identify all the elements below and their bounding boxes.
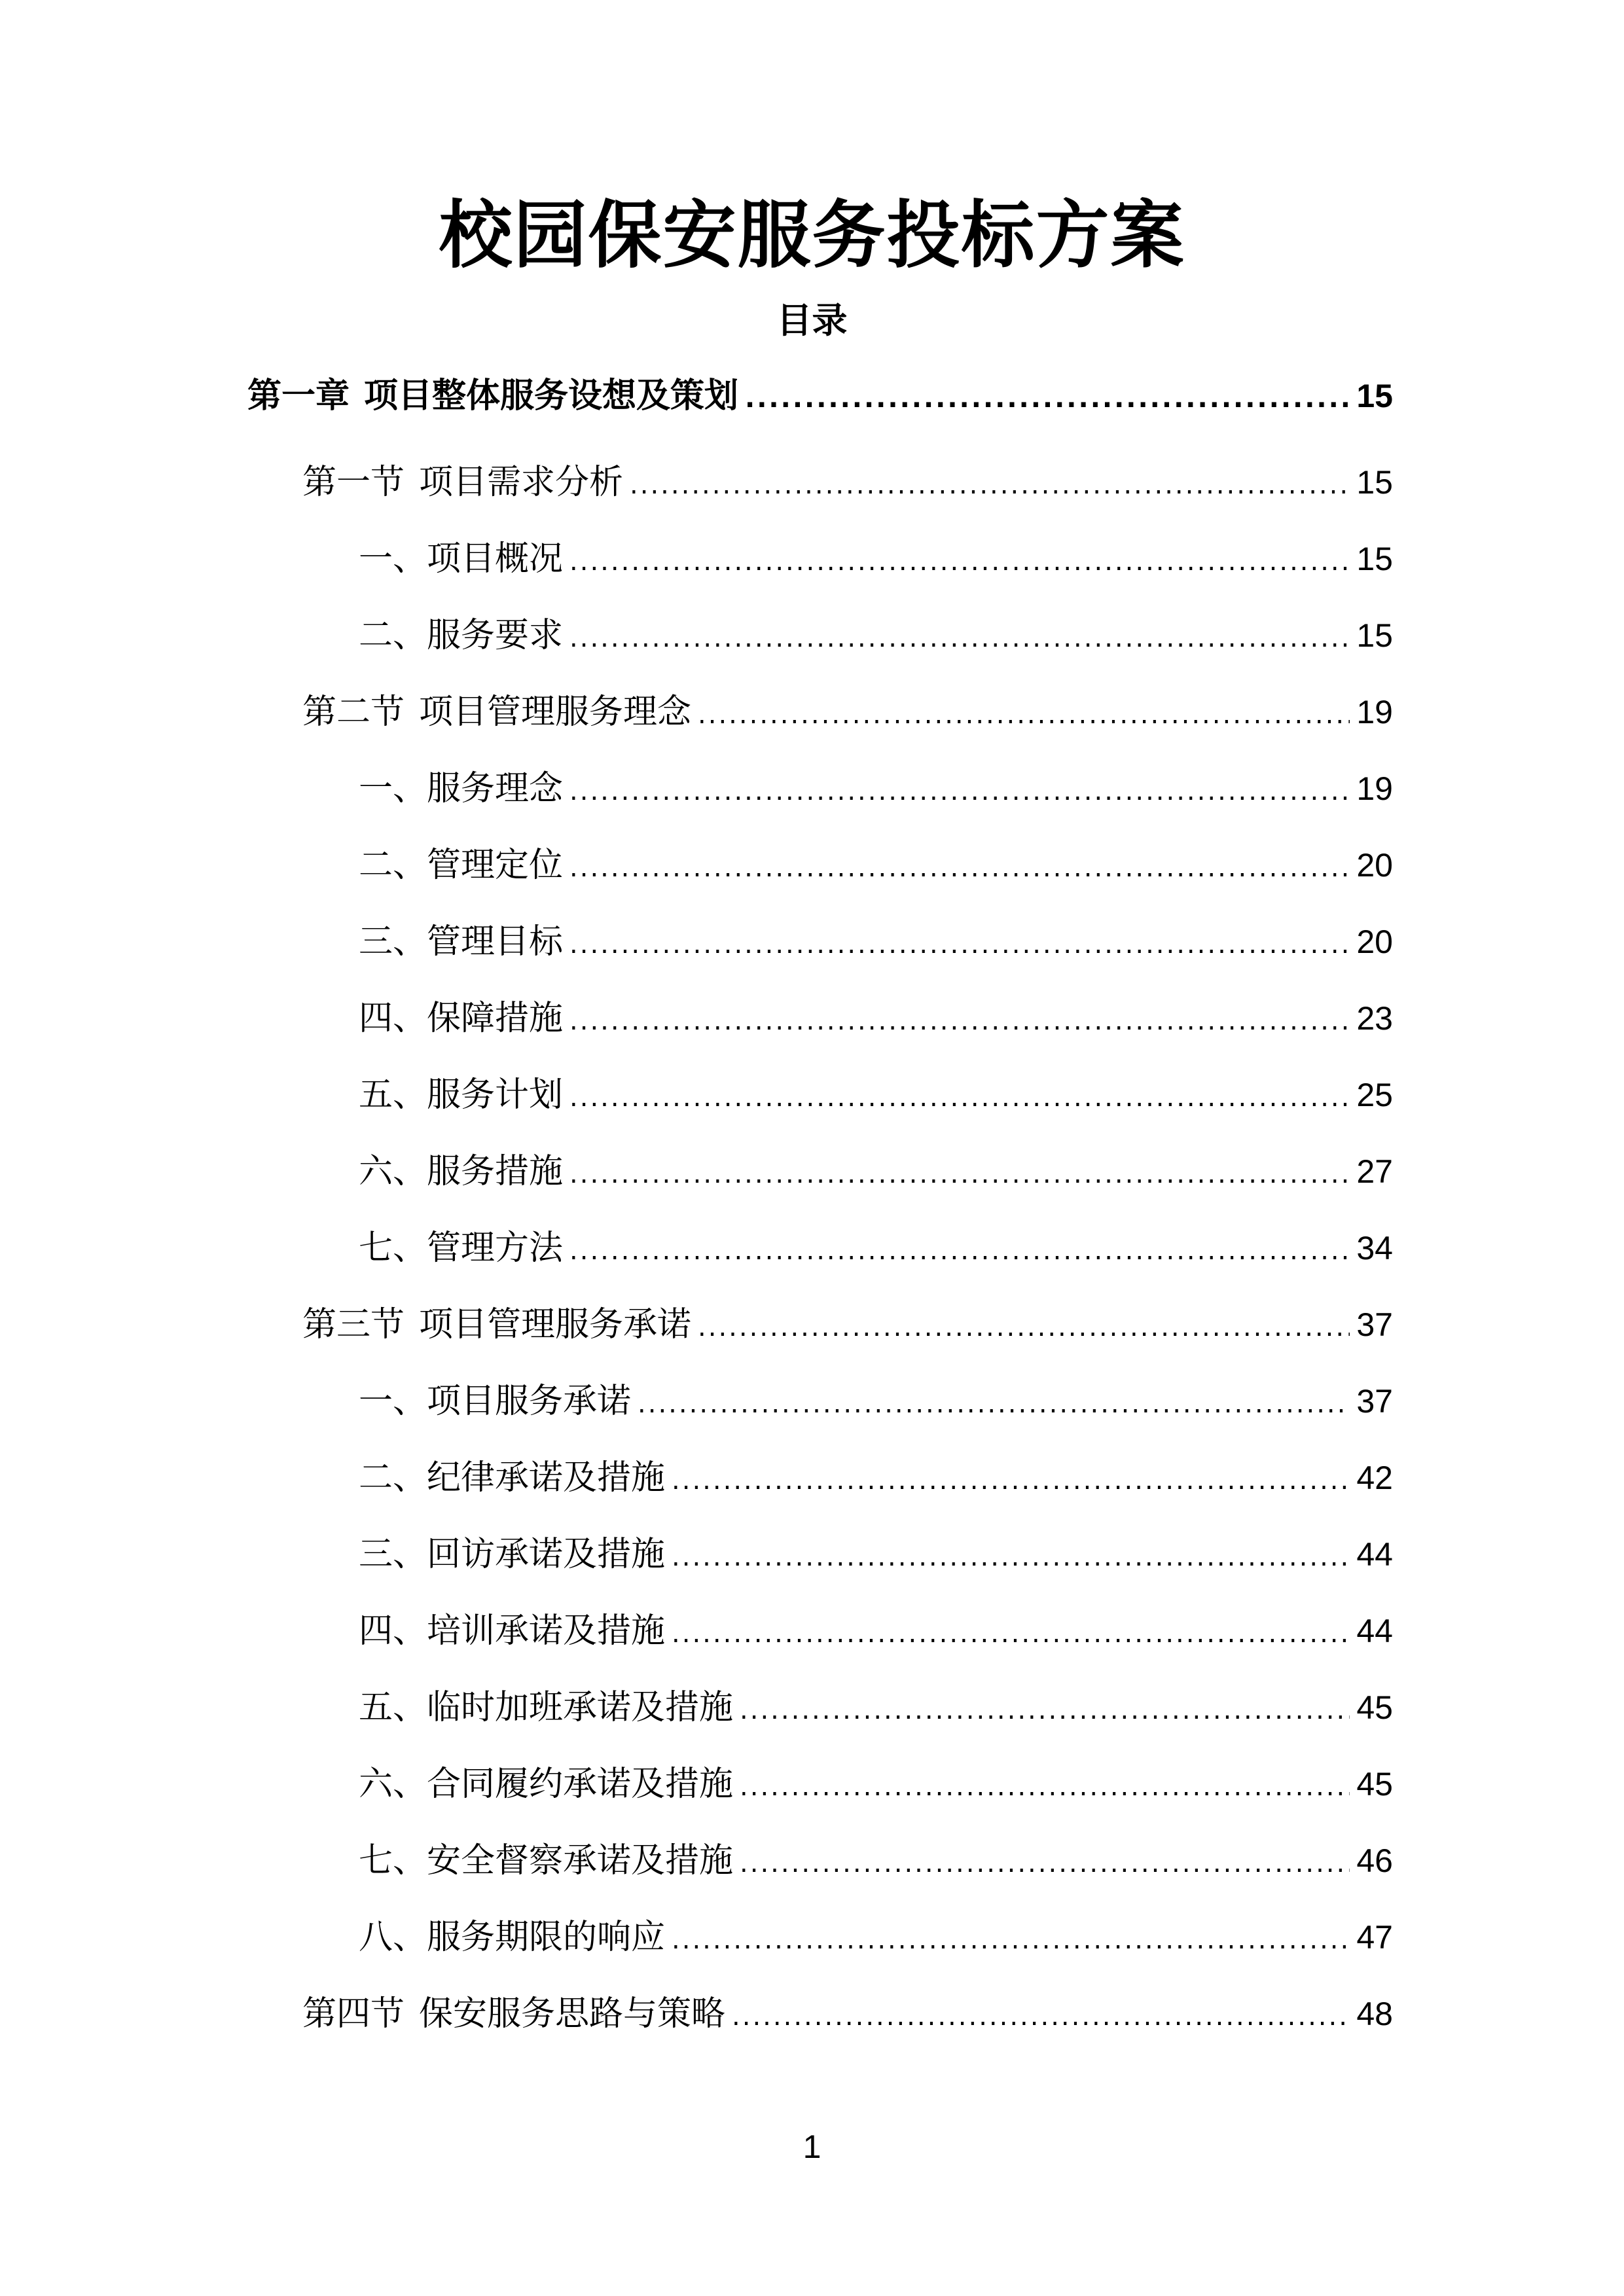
toc-entry-item[interactable] xyxy=(359,1605,1393,1657)
toc-entry-item[interactable] xyxy=(359,609,1393,662)
toc-dot-leader xyxy=(672,1531,1350,1583)
toc-entry-prefix: 三、 xyxy=(359,922,427,961)
toc-entry-prefix: 五、 xyxy=(359,1688,427,1727)
toc-entry-page: 37 xyxy=(1356,1383,1393,1420)
toc-dot-leader xyxy=(569,995,1350,1047)
toc-entry-page: 23 xyxy=(1356,1000,1393,1037)
toc-entry-page: 37 xyxy=(1356,1306,1393,1343)
toc-entry-label: 项目管理服务理念 xyxy=(419,692,692,732)
toc-entry-prefix: 八、 xyxy=(359,1918,427,1957)
toc-entry-page: 44 xyxy=(1356,1536,1393,1573)
toc-entry-label: 纪律承诺及措施 xyxy=(427,1458,666,1498)
toc-dot-leader xyxy=(569,1225,1350,1277)
toc-entry-prefix: 三、 xyxy=(359,1535,427,1574)
toc-entry-page: 15 xyxy=(1356,541,1393,577)
toc-dot-leader xyxy=(672,1914,1350,1966)
toc-entry-item[interactable] xyxy=(359,1835,1393,1887)
toc-dot-leader xyxy=(740,1761,1350,1813)
toc-entry-prefix: 六、 xyxy=(359,1152,427,1191)
toc-entry-item[interactable] xyxy=(359,1069,1393,1121)
toc-entry-label: 服务期限的响应 xyxy=(427,1918,666,1957)
toc-entry-item[interactable] xyxy=(359,1911,1393,1964)
toc-dot-leader xyxy=(698,1301,1350,1354)
toc-entry-label: 服务计划 xyxy=(427,1075,564,1115)
toc-entry-prefix: 二、 xyxy=(359,616,427,655)
toc-entry-prefix: 第二节 xyxy=(302,692,405,732)
toc-dot-leader xyxy=(740,1684,1350,1736)
page-number: 1 xyxy=(803,2128,821,2165)
toc-entry-label: 合同履约承诺及措施 xyxy=(427,1765,734,1804)
toc-entry-prefix: 第三节 xyxy=(302,1305,405,1344)
toc-entry-item[interactable] xyxy=(359,1222,1393,1274)
toc-dot-leader xyxy=(569,918,1350,971)
toc-entry-page: 20 xyxy=(1356,924,1393,960)
toc-dot-leader xyxy=(672,1607,1350,1660)
toc-entry-prefix: 五、 xyxy=(359,1075,427,1115)
toc-entry-page: 19 xyxy=(1356,694,1393,730)
toc-entry-label: 服务要求 xyxy=(427,616,564,655)
toc-dot-leader xyxy=(638,1378,1350,1430)
toc-entry-item[interactable] xyxy=(359,992,1393,1045)
toc-entry-section-1[interactable] xyxy=(302,456,1393,509)
toc-dot-leader xyxy=(745,372,1350,425)
toc-dot-leader xyxy=(569,842,1350,894)
toc-entry-page: 27 xyxy=(1356,1153,1393,1190)
toc-entry-page: 20 xyxy=(1356,847,1393,884)
toc-dot-leader xyxy=(740,1837,1350,1890)
toc-entry-item[interactable] xyxy=(359,839,1393,891)
toc-entry-prefix: 一、 xyxy=(359,1382,427,1421)
toc-entry-prefix: 七、 xyxy=(359,1841,427,1880)
toc-entry-page: 19 xyxy=(1356,770,1393,807)
document-title: 校园保安服务投标方案 xyxy=(439,192,1185,278)
toc-entry-page: 34 xyxy=(1356,1230,1393,1266)
toc-entry-chapter-1[interactable] xyxy=(247,370,1393,422)
toc-entry-item[interactable] xyxy=(359,1145,1393,1198)
toc-dot-leader xyxy=(569,1148,1350,1200)
toc-entry-prefix: 第一章 xyxy=(247,376,350,416)
toc-entry-label: 项目管理服务承诺 xyxy=(419,1305,692,1344)
toc-dot-leader xyxy=(672,1454,1350,1507)
toc-entry-label: 临时加班承诺及措施 xyxy=(427,1688,734,1727)
toc-entry-label: 项目整体服务设想及策划 xyxy=(364,376,739,416)
toc-entry-page: 47 xyxy=(1356,1919,1393,1956)
toc-dot-leader xyxy=(698,689,1350,741)
toc-entry-page: 44 xyxy=(1356,1613,1393,1649)
toc-entry-label: 保障措施 xyxy=(427,999,564,1038)
toc-entry-label: 回访承诺及措施 xyxy=(427,1535,666,1574)
toc-entry-prefix: 二、 xyxy=(359,846,427,885)
toc-entry-item[interactable] xyxy=(359,1452,1393,1504)
toc-entry-page: 15 xyxy=(1356,617,1393,654)
toc-entry-prefix: 二、 xyxy=(359,1458,427,1498)
toc-dot-leader xyxy=(732,1990,1350,2043)
toc-entry-item[interactable] xyxy=(359,1528,1393,1581)
toc-entry-page: 45 xyxy=(1356,1766,1393,1803)
toc-entry-page: 25 xyxy=(1356,1077,1393,1113)
toc-entry-item[interactable] xyxy=(359,762,1393,815)
toc-entry-prefix: 四、 xyxy=(359,1611,427,1651)
toc-entry-prefix: 一、 xyxy=(359,769,427,808)
toc-entry-prefix: 七、 xyxy=(359,1229,427,1268)
toc-entry-section-4[interactable] xyxy=(302,1988,1393,2040)
toc-entry-label: 项目需求分析 xyxy=(419,463,624,502)
toc-dot-leader xyxy=(569,765,1350,817)
toc-entry-page: 15 xyxy=(1356,378,1393,414)
toc-entry-label: 安全督察承诺及措施 xyxy=(427,1841,734,1880)
toc-entry-page: 48 xyxy=(1356,1996,1393,2032)
toc-entry-page: 15 xyxy=(1356,464,1393,501)
toc-heading: 目录 xyxy=(776,300,848,341)
toc-entry-prefix: 第四节 xyxy=(302,1994,405,2034)
toc-entry-label: 保安服务思路与策略 xyxy=(419,1994,726,2034)
toc-entry-prefix: 六、 xyxy=(359,1765,427,1804)
toc-entry-label: 管理目标 xyxy=(427,922,564,961)
toc-entry-prefix: 一、 xyxy=(359,539,427,579)
toc-entry-label: 项目服务承诺 xyxy=(427,1382,632,1421)
toc-entry-label: 服务理念 xyxy=(427,769,564,808)
toc-entry-label: 管理方法 xyxy=(427,1229,564,1268)
toc-entry-item[interactable] xyxy=(359,916,1393,968)
toc-dot-leader xyxy=(569,612,1350,664)
toc-dot-leader xyxy=(630,459,1350,511)
toc-entry-prefix: 四、 xyxy=(359,999,427,1038)
toc-entry-page: 46 xyxy=(1356,1842,1393,1879)
toc-entry-item[interactable] xyxy=(359,533,1393,585)
toc-entry-item[interactable] xyxy=(359,1758,1393,1810)
toc-entry-label: 管理定位 xyxy=(427,846,564,885)
toc-entry-label: 服务措施 xyxy=(427,1152,564,1191)
toc-entry-item[interactable] xyxy=(359,1375,1393,1427)
toc-entry-label: 培训承诺及措施 xyxy=(427,1611,666,1651)
toc-entry-page: 45 xyxy=(1356,1689,1393,1726)
toc-dot-leader xyxy=(569,535,1350,588)
toc-entry-item[interactable] xyxy=(359,1681,1393,1734)
toc-entry-label: 项目概况 xyxy=(427,539,564,579)
toc-entry-page: 42 xyxy=(1356,1460,1393,1496)
toc-entry-prefix: 第一节 xyxy=(302,463,405,502)
toc-entry-section-2[interactable] xyxy=(302,686,1393,738)
toc-dot-leader xyxy=(569,1071,1350,1124)
toc-entry-section-3[interactable] xyxy=(302,1299,1393,1351)
